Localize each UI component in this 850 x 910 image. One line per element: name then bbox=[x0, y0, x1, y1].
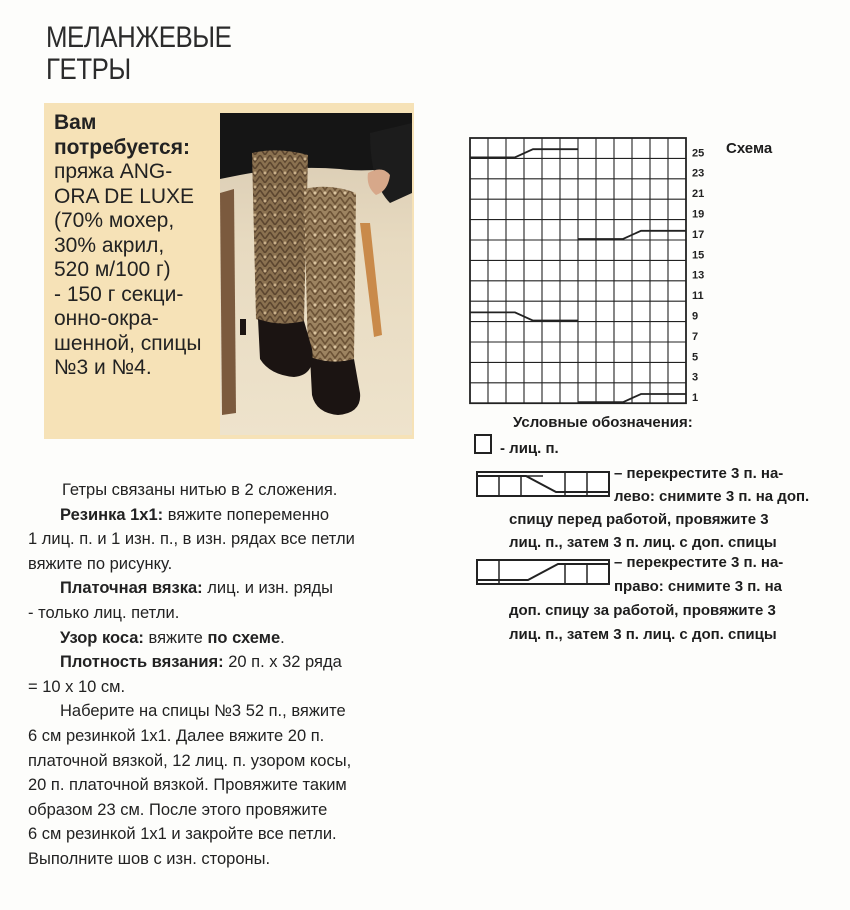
materials-heading-2: потребуется: bbox=[54, 135, 190, 159]
materials-line: 30% акрил, bbox=[54, 233, 165, 257]
instructions bbox=[28, 478, 410, 872]
rib-text: вяжите попеременно bbox=[163, 505, 330, 524]
row-label: 25 bbox=[692, 147, 705, 160]
cable-paragraph bbox=[60, 626, 410, 651]
left-cross-desc-1: – перекрестите 3 п. на- bbox=[614, 465, 784, 482]
row-label: 7 bbox=[692, 330, 699, 343]
scheme-title: Схема bbox=[726, 140, 773, 157]
row-label: 3 bbox=[692, 371, 699, 384]
row-label: 23 bbox=[692, 167, 705, 180]
materials-line: (70% мохер, bbox=[54, 209, 175, 232]
main-line: Наберите на спицы №3 52 п., вяжите bbox=[60, 702, 346, 721]
left-cross-desc-3: спицу перед работой, провяжите 3 bbox=[509, 511, 769, 528]
materials-heading-1: Вам bbox=[54, 111, 97, 134]
materials-text bbox=[54, 111, 224, 381]
right-cross-desc-2: право: снимите 3 п. на bbox=[614, 578, 783, 595]
garter-label: Платочная вязка: bbox=[60, 579, 203, 598]
knit-stitch-symbol bbox=[474, 434, 492, 454]
cable-bold: по схеме bbox=[207, 628, 281, 647]
cable-text: вяжите bbox=[143, 628, 208, 647]
left-cross-symbol bbox=[476, 470, 610, 498]
row-label: 9 bbox=[692, 310, 699, 323]
row-label: 21 bbox=[692, 188, 705, 201]
knit-label: - лиц. п. bbox=[500, 440, 559, 457]
cable-end: . bbox=[280, 628, 285, 647]
right-cross-symbol bbox=[476, 558, 610, 586]
materials-line: онно-окра- bbox=[54, 307, 159, 330]
garter-line-2: - только лиц. петли. bbox=[28, 603, 180, 622]
garter-text: лиц. и изн. ряды bbox=[202, 579, 333, 598]
rib-label: Резинка 1х1: bbox=[60, 505, 164, 524]
scheme-grid bbox=[466, 134, 796, 406]
knitting-scheme bbox=[466, 134, 796, 406]
rib-paragraph bbox=[60, 503, 410, 528]
materials-line: ORA DE LUXE bbox=[54, 184, 195, 208]
materials-line: пряжа ANG- bbox=[54, 160, 173, 183]
garter-paragraph bbox=[60, 576, 410, 601]
gauge-line-2: = 10 х 10 см. bbox=[28, 677, 126, 696]
left-cross-desc-2: лево: снимите 3 п. на доп. bbox=[614, 488, 810, 505]
title-line-1: МЕЛАНЖЕВЫЕ bbox=[46, 21, 232, 54]
row-label: 1 bbox=[692, 392, 699, 405]
materials-line: шенной, спицы bbox=[54, 331, 202, 355]
cable-label: Узор коса: bbox=[60, 628, 144, 647]
gauge-text: 20 п. х 32 ряда bbox=[223, 653, 342, 672]
main-line: 6 см резинкой 1х1. Далее вяжите 20 п. bbox=[28, 726, 325, 745]
row-label: 13 bbox=[692, 269, 705, 282]
gauge-label: Плотность вязания: bbox=[60, 653, 224, 672]
gauge-paragraph bbox=[60, 650, 410, 675]
title-line-2: ГЕТРЫ bbox=[46, 53, 131, 86]
materials-line: №3 и №4. bbox=[54, 356, 152, 379]
rib-line-3: вяжите по рисунку. bbox=[28, 554, 173, 573]
right-cross-desc-4: лиц. п., затем 3 п. лиц. с доп. спицы bbox=[509, 626, 777, 643]
main-line: Выполните шов с изн. стороны. bbox=[28, 849, 271, 868]
right-cross-desc-3: доп. спицу за работой, провяжите 3 bbox=[509, 602, 776, 619]
materials-box bbox=[44, 103, 414, 439]
row-label: 15 bbox=[692, 249, 705, 262]
right-cross-desc-1: – перекрестите 3 п. на- bbox=[614, 554, 784, 571]
materials-line: 520 м/100 г) bbox=[54, 258, 171, 281]
row-label: 17 bbox=[692, 228, 705, 241]
row-label: 5 bbox=[692, 351, 699, 364]
leg-warmers-photo bbox=[220, 113, 412, 435]
leg-warmers-illustration bbox=[220, 113, 412, 435]
row-label: 19 bbox=[692, 208, 705, 221]
legend-title: Условные обозначения: bbox=[513, 414, 693, 431]
row-label: 11 bbox=[692, 290, 704, 303]
main-line: образом 23 см. После этого провяжите bbox=[28, 800, 328, 819]
intro-line: Гетры связаны нитью в 2 сложения. bbox=[62, 481, 338, 499]
article-title bbox=[46, 22, 231, 86]
main-line: 20 п. платочной вязкой. Провяжите таким bbox=[28, 776, 347, 795]
main-line: 6 см резинкой 1х1 и закройте все петли. bbox=[28, 825, 337, 844]
main-line: платочной вязкой, 12 лиц. п. узором косы, bbox=[28, 751, 352, 770]
materials-line: - 150 г секци- bbox=[54, 282, 184, 306]
left-cross-desc-4: лиц. п., затем 3 п. лиц. с доп. спицы bbox=[509, 534, 777, 551]
rib-line-2: 1 лиц. п. и 1 изн. п., в изн. рядах все петли bbox=[28, 530, 355, 549]
